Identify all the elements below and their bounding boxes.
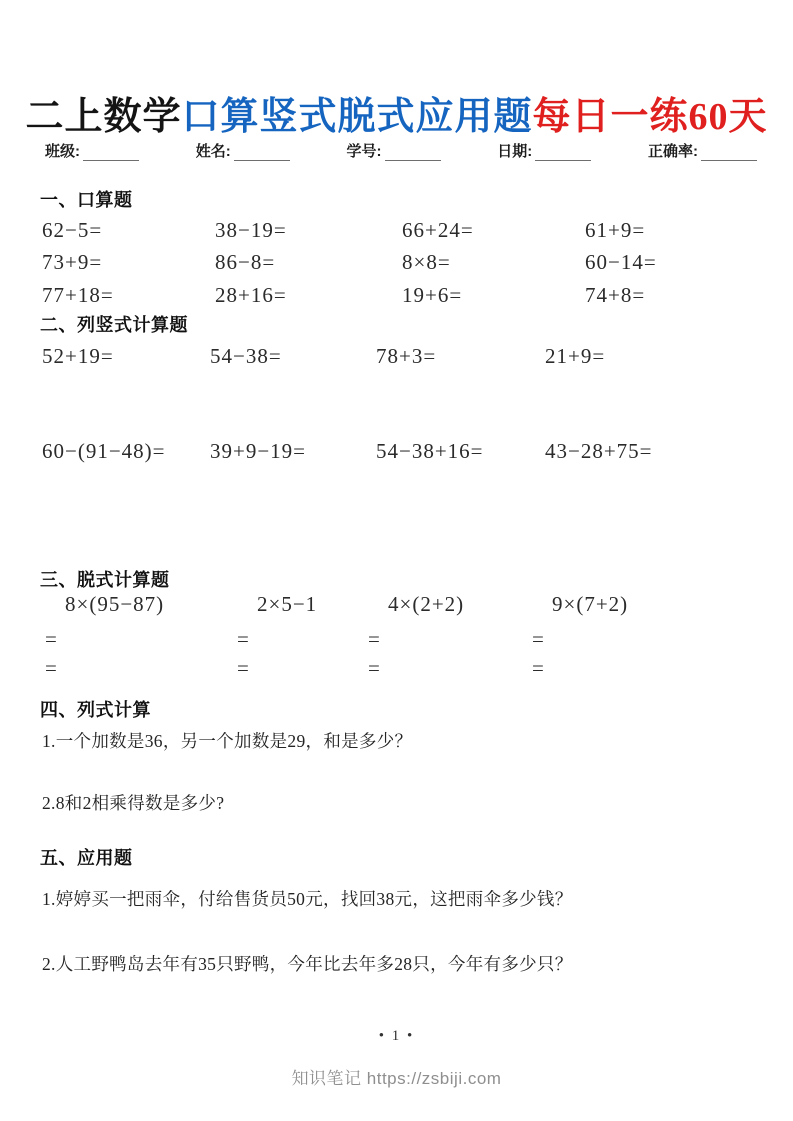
field-accuracy <box>648 140 757 161</box>
oral-problems-grid <box>42 214 758 312</box>
oral-problem: 28+16= <box>215 282 287 307</box>
field-student-id-blank <box>385 145 441 161</box>
equals-sign: = <box>237 655 250 680</box>
title-part-topics: 口算竖式脱式应用题 <box>181 96 533 139</box>
stepwise-problems <box>0 592 793 702</box>
oral-problem: 19+6= <box>402 282 463 307</box>
field-name-label: 姓名: <box>195 143 231 160</box>
equals-sign: = <box>368 655 381 680</box>
oral-problem: 73+9= <box>42 250 103 275</box>
equals-sign: = <box>45 655 58 680</box>
stepwise-expression: 9×(7+2) <box>552 592 629 616</box>
title-part-grade: 二上数学 <box>25 96 182 139</box>
page-title <box>0 85 793 140</box>
field-date <box>497 140 591 161</box>
stepwise-column <box>237 592 365 682</box>
stepwise-expression: 2×5−1 <box>257 592 318 616</box>
vertical-problems-grid <box>42 340 758 467</box>
stepwise-column <box>45 592 235 682</box>
oral-problem: 8×8= <box>402 250 451 275</box>
title-part-daily: 每日一练60天 <box>532 96 768 139</box>
vertical-problem: 39+9−19= <box>210 438 307 463</box>
stepwise-expression: 4×(2+2) <box>388 592 465 616</box>
equals-sign: = <box>45 627 58 651</box>
oral-problem: 66+24= <box>402 217 474 242</box>
section-heading-vertical: 二、列竖式计算题 <box>40 315 188 335</box>
section-heading-stepwise: 三、脱式计算题 <box>40 570 170 590</box>
oral-problem: 61+9= <box>585 217 646 242</box>
expression-problem-1: 1.一个加数是36，另一个加数是29，和是多少？ <box>42 731 413 751</box>
field-accuracy-label: 正确率: <box>648 143 698 160</box>
stepwise-expression: 8×(95−87) <box>65 592 165 616</box>
field-class-label: 班级: <box>45 143 80 160</box>
oral-problem: 86−8= <box>215 250 276 275</box>
expression-problem-2: 2.8和2相乘得数是多少? <box>42 793 225 813</box>
vertical-problem: 78+3= <box>376 343 437 368</box>
watermark-text: 知识笔记 https://zsbiji.com <box>291 1069 502 1088</box>
field-name <box>196 140 290 161</box>
equals-sign: = <box>532 655 545 680</box>
oral-problem: 62−5= <box>42 217 103 242</box>
section-heading-oral: 一、口算题 <box>40 190 133 210</box>
student-info-row <box>45 140 757 161</box>
equals-sign: = <box>368 627 381 651</box>
oral-problem: 77+18= <box>42 282 114 307</box>
section-heading-expression: 四、列式计算 <box>40 700 151 720</box>
field-class <box>45 140 139 161</box>
field-student-id <box>347 140 441 161</box>
vertical-problem: 54−38= <box>210 343 282 368</box>
field-date-label: 日期: <box>497 143 533 160</box>
vertical-problem: 43−28+75= <box>545 438 653 463</box>
stepwise-column <box>532 592 702 682</box>
field-student-id-label: 学号: <box>346 143 382 160</box>
field-accuracy-blank <box>701 145 757 161</box>
equals-sign: = <box>532 627 545 651</box>
field-date-blank <box>535 145 591 161</box>
field-name-blank <box>234 145 290 161</box>
word-problem-2: 2.人工野鸭岛去年有35只野鸭，今年比去年多28只，今年有多少只？ <box>42 954 573 974</box>
vertical-problem: 21+9= <box>545 343 606 368</box>
stepwise-column <box>368 592 528 682</box>
oral-problem: 60−14= <box>585 250 657 275</box>
section-heading-word: 五、应用题 <box>40 848 133 868</box>
equals-sign: = <box>237 627 250 651</box>
vertical-problem: 54−38+16= <box>376 438 484 463</box>
oral-problem: 74+8= <box>585 282 646 307</box>
vertical-problem: 60−(91−48)= <box>42 438 166 463</box>
vertical-problem: 52+19= <box>42 343 114 368</box>
word-problem-1: 1.婷婷买一把雨伞，付给售货员50元，找回38元，这把雨伞多少钱？ <box>42 889 573 909</box>
field-class-blank <box>83 145 139 161</box>
page-number: • 1 • <box>378 1028 415 1044</box>
oral-problem: 38−19= <box>215 217 287 242</box>
